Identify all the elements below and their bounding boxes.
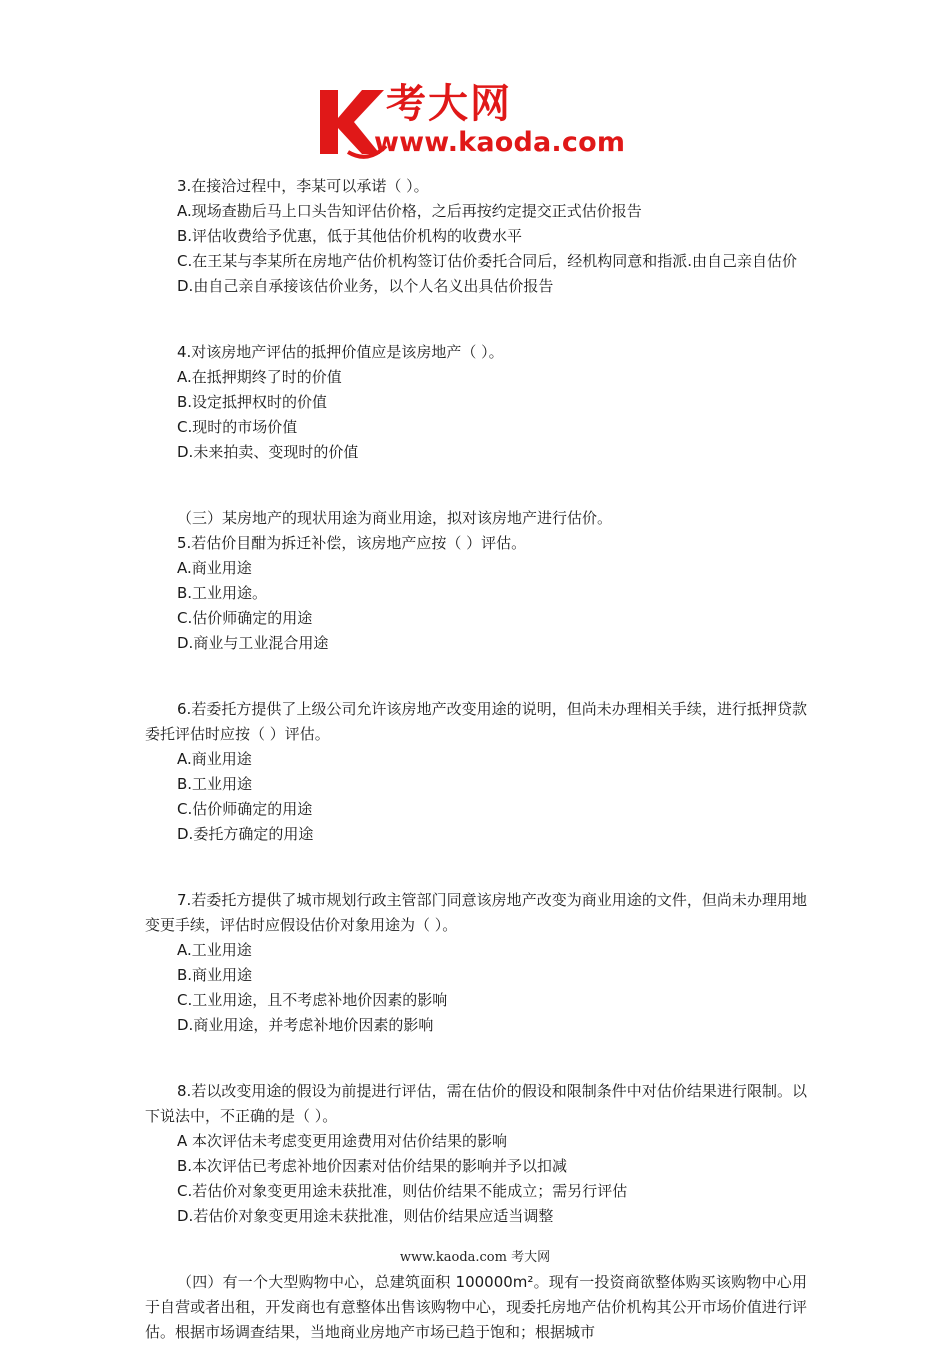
paragraph: A.工业用途 <box>177 941 252 959</box>
paragraph-gap <box>145 671 807 682</box>
paragraph: C.在王某与李某所在房地产估价机构签订估价委托合同后，经机构同意和指派.由自己亲自估价 <box>177 252 798 270</box>
paragraph-gap <box>145 1053 807 1064</box>
paragraph: C.工业用途，且不考虑补地价因素的影响 <box>177 991 448 1009</box>
paragraph: 8.若以改变用途的假设为前提进行评估，需在估价的假设和限制条件中对估价结果进行限制。以下说法中，不正确的是（ ）。 <box>145 1082 807 1125</box>
paragraph: C.现时的市场价值 <box>177 418 298 436</box>
paragraph: D.未来拍卖、变现时的价值 <box>177 443 359 461</box>
paragraph-gap <box>145 314 807 325</box>
paragraph: 5.若估价目酣为拆迁补偿，该房地产应按（ ）评估。 <box>177 534 527 552</box>
paragraph: （三）某房地产的现状用途为商业用途，拟对该房地产进行估价。 <box>177 509 613 527</box>
document-body <box>145 174 807 1345</box>
paragraph: B.设定抵押权时的价值 <box>177 393 328 411</box>
paragraph: B.本次评估已考虑补地价因素对估价结果的影响并予以扣减 <box>177 1157 568 1175</box>
paragraph: 7.若委托方提供了城市规划行政主管部门同意该房地产改变为商业用途的文件，但尚未办理用地变更手续，评估时应假设估价对象用途为（ ）。 <box>145 891 807 934</box>
paragraph: A.在抵押期终了时的价值 <box>177 368 342 386</box>
paragraph: （四）有一个大型购物中心，总建筑面积 100000m²。现有一投资商欲整体购买该购物中心用于自营或者出租，开发商也有意整体出售该购物中心，现委托房地产估价机构其公开市场价值进行评估。根据市场调查结果，当地商业房地产市场已趋于饱和；根据城市 <box>145 1273 807 1341</box>
paragraph: C.估价师确定的用途 <box>177 609 313 627</box>
page-footer: www.kaoda.com 考大网 <box>399 1250 551 1265</box>
paragraph: C.估价师确定的用途 <box>177 800 313 818</box>
paragraph: D.商业与工业混合用途 <box>177 634 329 652</box>
paragraph: 3.在接洽过程中，李某可以承诺（ ）。 <box>177 177 429 195</box>
paragraph: B.工业用途 <box>177 775 253 793</box>
paragraph-gap <box>145 480 807 491</box>
kaoda-logo <box>318 81 638 160</box>
paragraph: D.商业用途，并考虑补地价因素的影响 <box>177 1016 434 1034</box>
paragraph: C.若估价对象变更用途未获批准，则估价结果不能成立；需另行评估 <box>177 1182 628 1200</box>
paragraph: A.商业用途 <box>177 559 252 577</box>
paragraph: 4.对该房地产评估的抵押价值应是该房地产（ ）。 <box>177 343 504 361</box>
paragraph: B.商业用途 <box>177 966 253 984</box>
paragraph: D.委托方确定的用途 <box>177 825 314 843</box>
paragraph: A.现场查勘后马上口头告知评估价格，之后再按约定提交正式估价报告 <box>177 202 642 220</box>
paragraph: B.工业用途。 <box>177 584 268 602</box>
paragraph: B.评估收费给予优惠，低于其他估价机构的收费水平 <box>177 227 523 245</box>
paragraph: D.若估价对象变更用途未获批准，则估价结果应适当调整 <box>177 1207 554 1225</box>
paragraph: 6.若委托方提供了上级公司允许该房地产改变用途的说明，但尚未办理相关手续，进行抵押贷款委托评估时应按（ ）评估。 <box>145 700 807 743</box>
paragraph: A 本次评估未考虑变更用途费用对估价结果的影响 <box>177 1132 508 1150</box>
paragraph: D.由自己亲自承接该估价业务，以个人名义出具估价报告 <box>177 277 554 295</box>
paragraph: A.商业用途 <box>177 750 252 768</box>
paragraph-gap <box>145 862 807 873</box>
logo-url-text: www.kaoda.com <box>374 127 626 158</box>
logo-brand-text: 考大网 <box>386 81 512 127</box>
